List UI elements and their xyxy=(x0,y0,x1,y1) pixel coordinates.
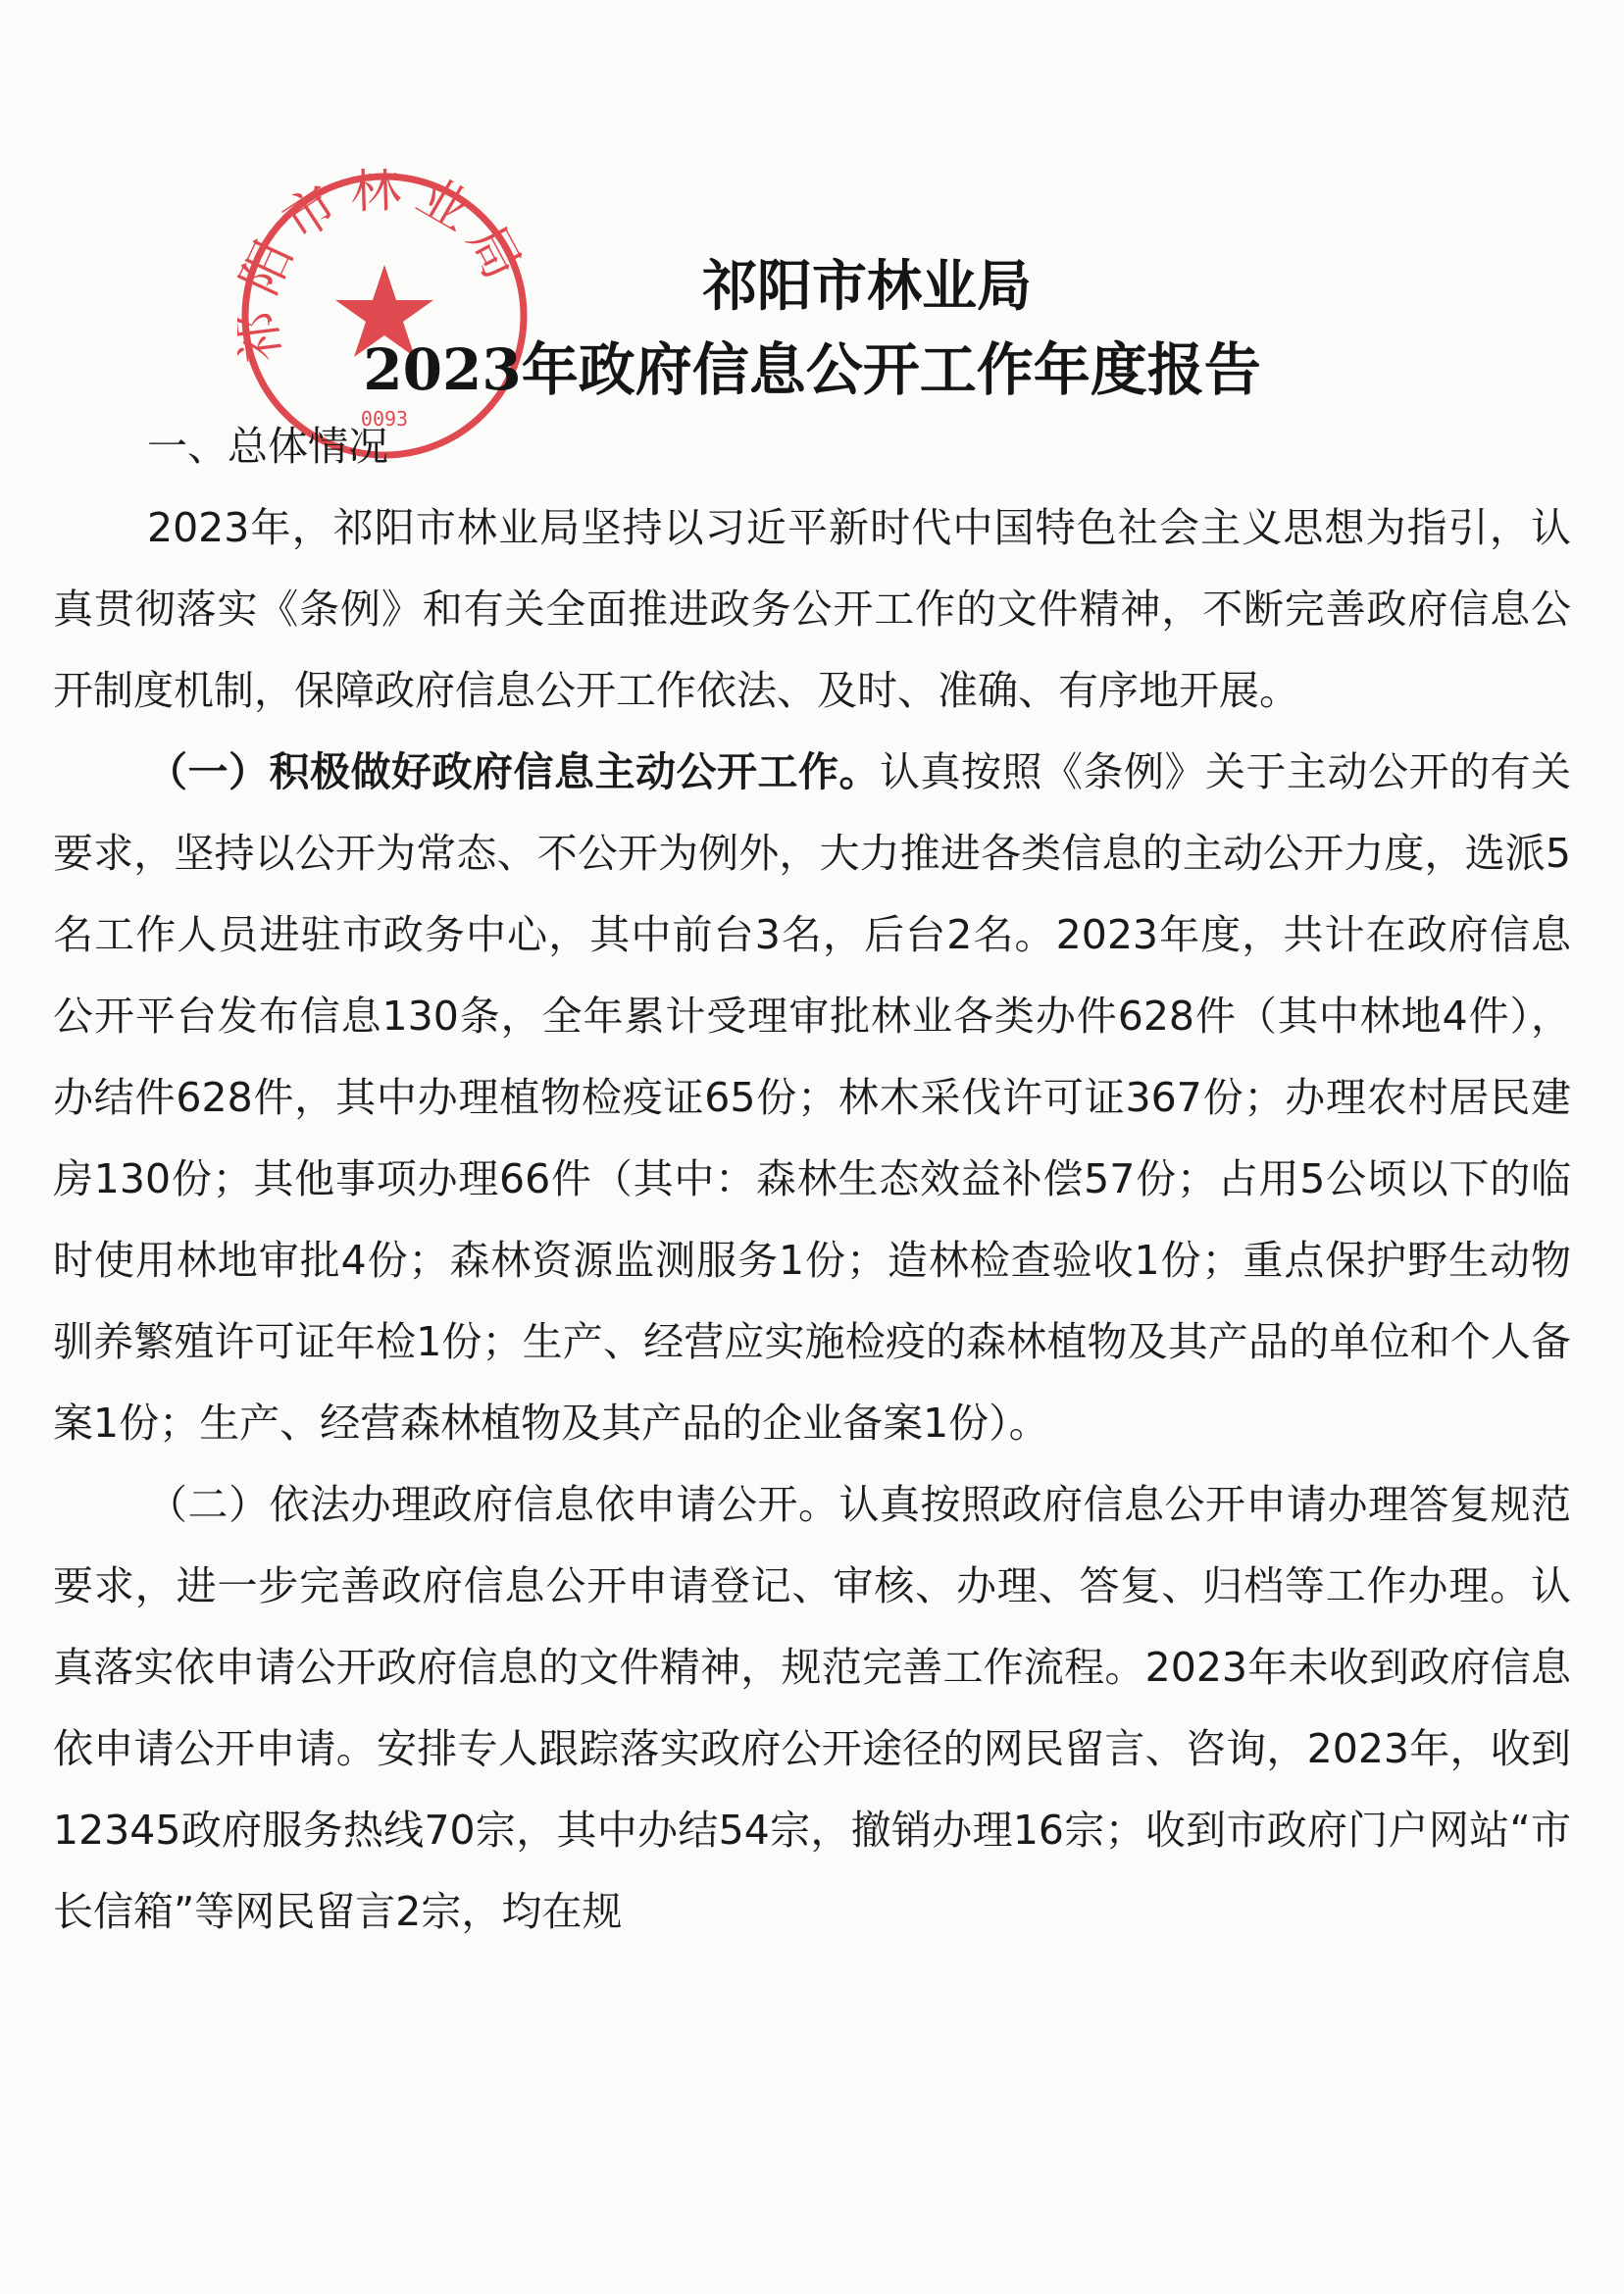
section-heading: 一、总体情况 xyxy=(147,423,388,470)
document-body xyxy=(53,406,1571,1953)
paragraph-active-disclosure xyxy=(53,732,1571,1464)
svg-text:0093: 0093 xyxy=(360,407,409,431)
paragraph-overview xyxy=(53,487,1571,732)
svg-text:祁阳市林业局: 阳市林业局 xyxy=(237,169,532,304)
paragraph-application-disclosure xyxy=(53,1464,1571,1953)
paragraph-text: 2023年，祁阳市林业局坚持以习近平新时代中国特色社会主义思想为指引，认真贯彻落实《条例》和有关全面推进政务公开工作的文件精神，不断完善政府信息公开制度机制，保障政府信息公开工作依法、及时、准确、有序地开展。 xyxy=(53,504,1571,714)
document-title-line-1: 祁阳市林业局 xyxy=(702,254,1032,319)
paragraph-text: 认真按照政府信息公开申请办理答复规范要求，进一步完善政府信息公开申请登记、审核、办理、答复、归档等工作办理。认真落实依申请公开政府信息的文件精神，规范完善工作流程。2023年未收到政府信息依申请公开申请。安排专人跟踪落实政府公开途径的网民留言、咨询，2023年，收到12345政府服务热线70宗，其中办结54宗，撤销办理16宗；收到市政府门户网站“市长信箱”等网民留言2宗，均在规 xyxy=(53,1481,1571,1935)
paragraph-lead: （二）依法办理政府信息依申请公开。 xyxy=(147,1481,839,1528)
document-title-line-2: 2023年政府信息公开工作年度报告 xyxy=(363,336,1261,403)
paragraph-text: 认真按照《条例》关于主动公开的有关要求，坚持以公开为常态、不公开为例外，大力推进各类信息的主动公开力度，选派5名工作人员进驻市政务中心，其中前台3名，后台2名。2023年度，共计在政府信息公开平台发布信息130条，全年累计受理审批林业各类办件628件（其中林地4件），办结件628件，其中办理植物检疫证65份；林木采伐许可证367份；办理农村居民建房130份；其他事项办理66件（其中：森林生态效益补偿57份；占用5公顷以下的临时使用林地审批4份；森林资源监测服务1份；造林检查验收1份；重点保护野生动物驯养繁殖许可证年检1份；生产、经营应实施检疫的森林植物及其产品的单位和个人备案1份；生产、经营森林植物及其产品的企业备案1份）。 xyxy=(53,748,1571,1447)
paragraph-lead: （一）积极做好政府信息主动公开工作。 xyxy=(147,748,880,795)
